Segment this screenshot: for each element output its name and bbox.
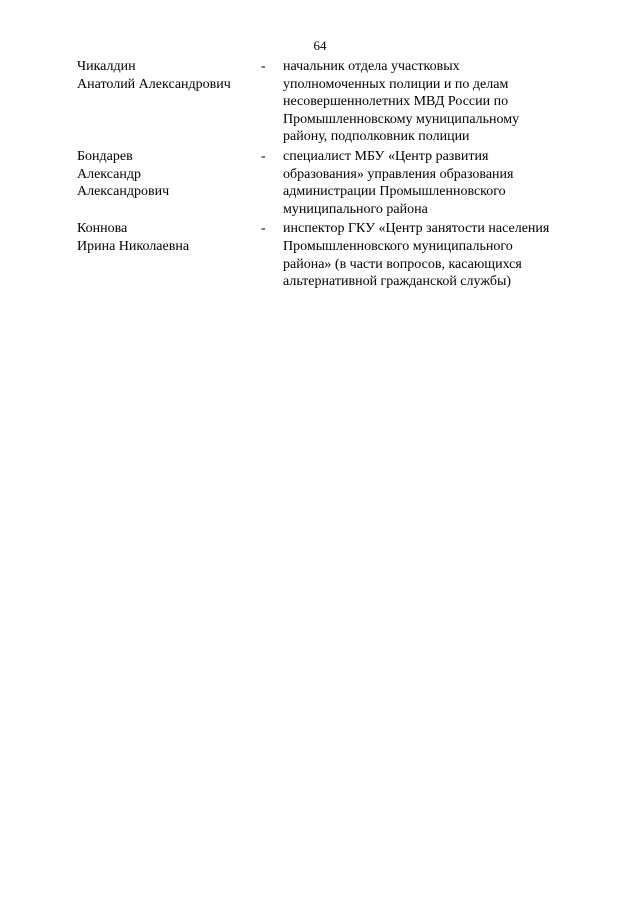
- member-surname: Чикалдин: [77, 59, 136, 74]
- role-line: уполномоченных полиции и по делам: [283, 76, 509, 92]
- role-line: инспектор ГКУ «Центр занятости населения: [283, 221, 550, 237]
- entry-dash: -: [261, 148, 266, 164]
- member-entry: [77, 58, 577, 146]
- member-name: [77, 58, 257, 93]
- role-line: начальник отдела участковых: [283, 59, 460, 74]
- role-line: альтернативной гражданской службы): [283, 274, 512, 290]
- member-patronymic: Александрович: [77, 184, 170, 200]
- role-line: Промышленновскому муниципальному: [283, 111, 520, 127]
- member-given-name: Ирина Николаевна: [77, 238, 190, 254]
- role-line: Промышленновского муниципального: [283, 238, 513, 254]
- entry-dash: -: [261, 59, 266, 74]
- member-surname: Бондарев: [77, 148, 133, 164]
- member-role: [283, 220, 577, 290]
- role-line: району, подполковник полиции: [283, 129, 470, 145]
- role-line: образования» управления образования: [283, 166, 514, 182]
- role-line: специалист МБУ «Центр развития: [283, 148, 489, 164]
- member-surname: Коннова: [77, 221, 128, 237]
- member-role: [283, 58, 577, 146]
- member-name: [77, 220, 257, 255]
- entry-dash: -: [261, 221, 266, 237]
- member-entry: [77, 148, 577, 218]
- role-line: администрации Промышленновского: [283, 184, 506, 200]
- role-line: района» (в части вопросов, касающихся: [283, 256, 522, 272]
- member-entry: [77, 220, 577, 290]
- member-given-name: Александр: [77, 166, 141, 182]
- role-line: муниципального района: [283, 201, 428, 217]
- member-role: [283, 148, 577, 218]
- member-list: [77, 58, 577, 293]
- role-line: несовершеннолетних МВД России по: [283, 94, 509, 110]
- page-number: 64: [313, 38, 327, 53]
- member-given-name: Анатолий Александрович: [77, 76, 231, 92]
- member-name: [77, 148, 257, 201]
